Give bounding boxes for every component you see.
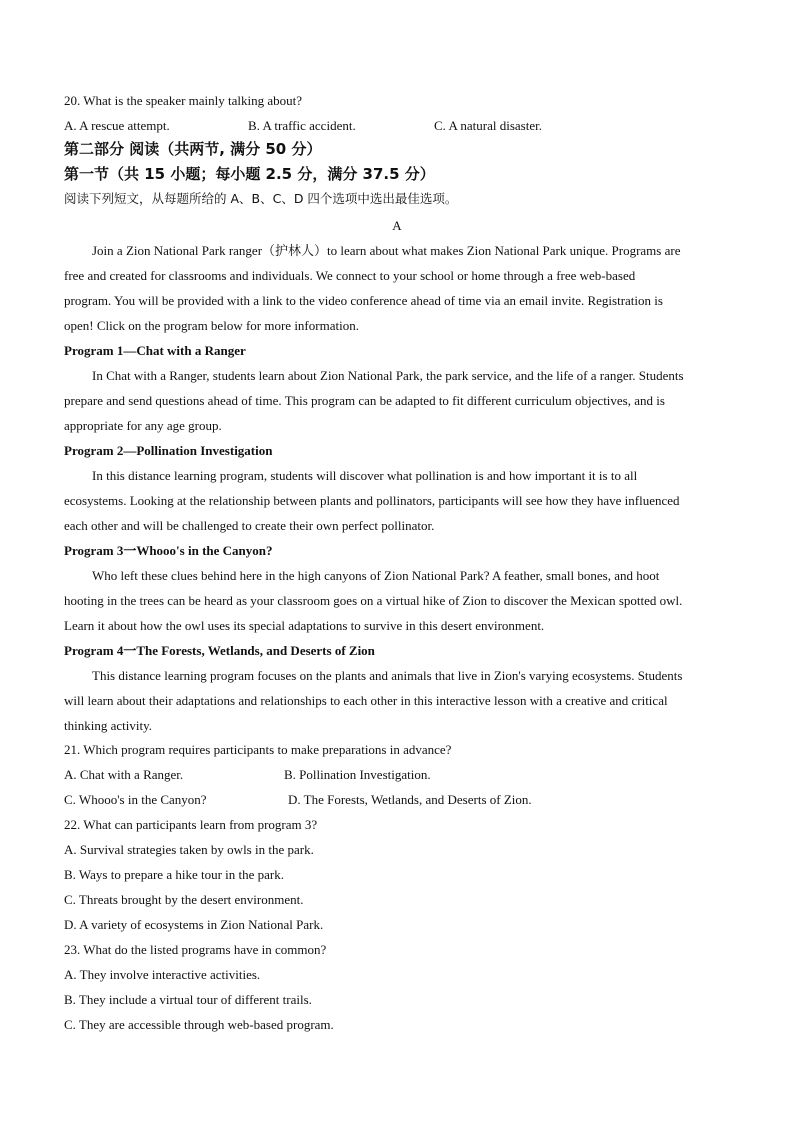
program-4-line-2: will learn about their adaptations and relationships to each other in this interactive lesson with a creative and critical [64, 693, 668, 708]
section-1-heading: 第一节（共 15 小题；每小题 2.5 分，满分 37.5 分） [64, 165, 435, 183]
question-20-stem: 20. What is the speaker mainly talking about? [64, 93, 303, 108]
question-22-stem: 22. What can participants learn from program 3? [64, 817, 318, 832]
reading-instruction: 阅读下列短文，从每题所给的 A、B、C、D 四个选项中选出最佳选项。 [64, 191, 458, 206]
program-1-line-1: In Chat with a Ranger, students learn about Zion National Park, the park service, and the life of a ranger. Students [92, 368, 684, 383]
passage-intro-line-2: free and created for classrooms and individuals. We connect to your school or home through a free web-based [64, 268, 636, 283]
question-21-option-c: C. Whooo's in the Canyon? [64, 792, 207, 807]
question-21-option-d: D. The Forests, Wetlands, and Deserts of Zion. [288, 792, 532, 807]
program-1-line-2: prepare and send questions ahead of time. This program can be adapted to fit different curriculum objectives, and is [64, 393, 665, 408]
passage-intro-line-1: Join a Zion National Park ranger（护林人）to learn about what makes Zion National Park unique. Programs are [92, 243, 681, 258]
question-20-option-c: C. A natural disaster. [434, 118, 542, 133]
question-22-option-c: C. Threats brought by the desert environment. [64, 892, 304, 907]
question-22-option-a: A. Survival strategies taken by owls in the park. [64, 842, 314, 857]
question-20-option-a: A. A rescue attempt. [64, 118, 170, 133]
question-21-option-a: A. Chat with a Ranger. [64, 767, 184, 782]
question-22-option-b: B. Ways to prepare a hike tour in the park. [64, 867, 285, 882]
program-2-title: Program 2—Pollination Investigation [64, 443, 273, 458]
program-2-line-1: In this distance learning program, students will discover what pollination is and how important it is to all [92, 468, 638, 483]
question-23-option-a: A. They involve interactive activities. [64, 967, 261, 982]
question-21-options-cd [64, 787, 734, 812]
question-23-stem: 23. What do the listed programs have in common? [64, 942, 327, 957]
program-3-line-3: Learn it about how the owl uses its special adaptations to survive in this desert environment. [64, 618, 545, 633]
program-4-line-3: thinking activity. [64, 718, 152, 733]
question-20-option-b: B. A traffic accident. [248, 118, 356, 133]
program-2-line-2: ecosystems. Looking at the relationship between plants and pollinators, participants will see how they have influenced [64, 493, 680, 508]
program-3-line-2: hooting in the trees can be heard as your classroom goes on a virtual hike of Zion to discover the Mexican spotted owl. [64, 593, 683, 608]
program-4-title: Program 4一The Forests, Wetlands, and Deserts of Zion [64, 643, 375, 658]
passage-intro-line-3: program. You will be provided with a link to the video conference ahead of time via an email invite. Registration is [64, 293, 663, 308]
program-3-line-1: Who left these clues behind here in the high canyons of Zion National Park? A feather, small bones, and hoot [92, 568, 660, 583]
program-1-line-3: appropriate for any age group. [64, 418, 222, 433]
program-3-title: Program 3一Whooo's in the Canyon? [64, 543, 273, 558]
question-21-stem: 21. Which program requires participants to make preparations in advance? [64, 742, 452, 757]
question-21-options-ab [64, 762, 734, 787]
question-21-option-b: B. Pollination Investigation. [284, 767, 431, 782]
passage-intro-line-4: open! Click on the program below for more information. [64, 318, 359, 333]
program-2-line-3: each other and will be challenged to create their own perfect pollinator. [64, 518, 435, 533]
question-23-option-b: B. They include a virtual tour of different trails. [64, 992, 312, 1007]
program-1-title: Program 1—Chat with a Ranger [64, 343, 246, 358]
part-2-heading: 第二部分 阅读（共两节, 满分 50 分） [64, 140, 322, 158]
question-23-option-c: C. They are accessible through web-based program. [64, 1017, 334, 1032]
question-20-options [64, 113, 734, 138]
program-4-line-1: This distance learning program focuses on the plants and animals that live in Zion's varying ecosystems. Students [92, 668, 683, 683]
passage-label: A [392, 218, 402, 233]
question-22-option-d: D. A variety of ecosystems in Zion National Park. [64, 917, 324, 932]
